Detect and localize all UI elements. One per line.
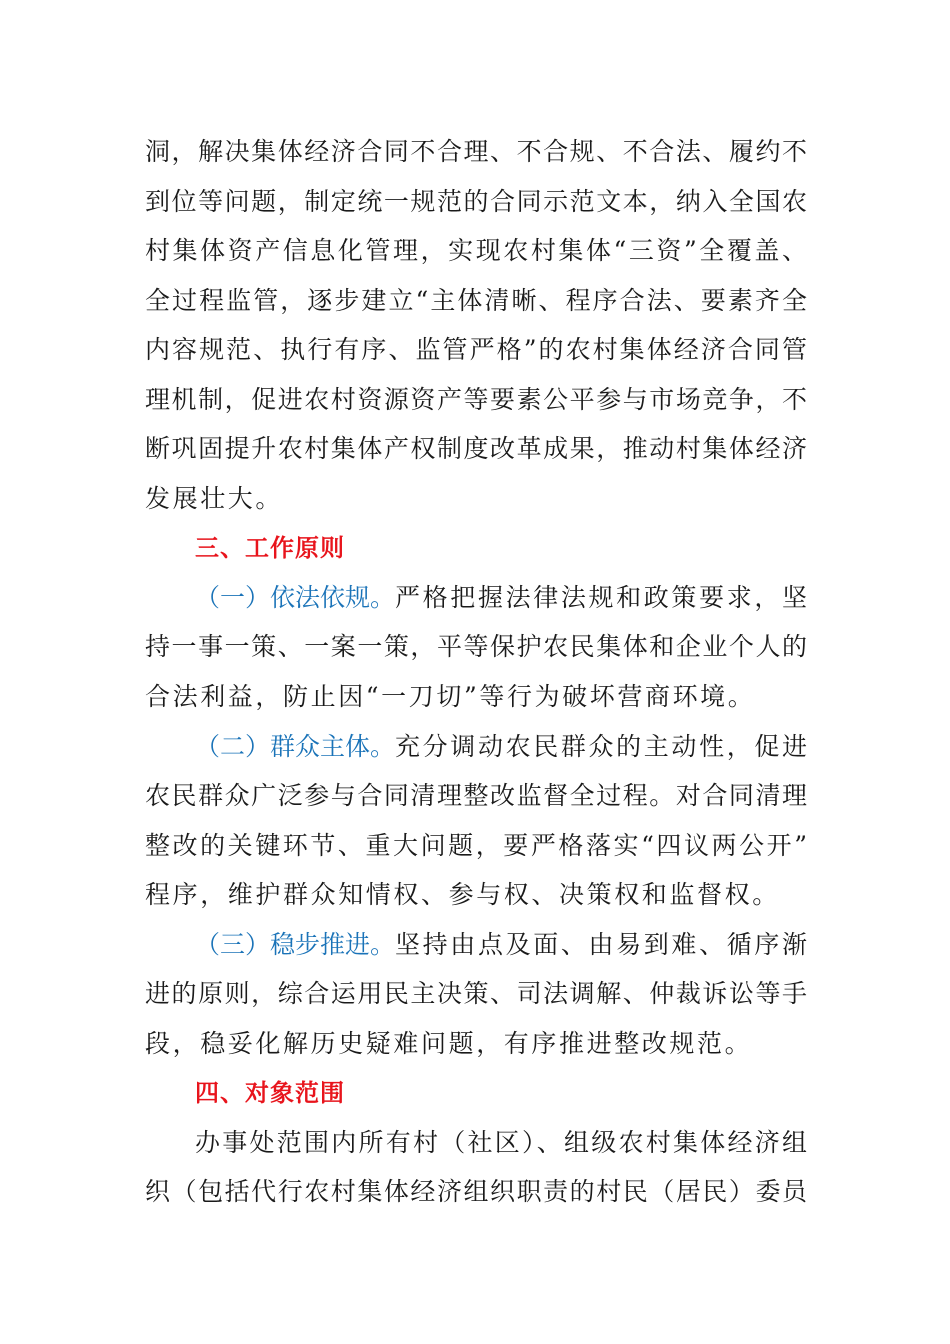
principle-text: 坚持由点及面、由易到难、循序渐: [395, 930, 807, 959]
section-heading: 三、工作原则: [195, 534, 345, 562]
body-line: 程序，维护群众知情权、参与权、决策权和监督权。: [145, 880, 780, 909]
principle-item-first-line: [195, 578, 807, 618]
principle-text: 充分调动农民群众的主动性，促进: [395, 732, 807, 761]
principle-item-first-line: [195, 727, 807, 767]
section-heading: 四、对象范围: [195, 1079, 345, 1107]
body-line: 村集体资产信息化管理，实现农村集体“三资”全覆盖、: [145, 236, 807, 265]
body-line: 织（包括代行农村集体经济组织职责的村民（居民）委员: [145, 1177, 807, 1206]
body-line: 理机制，促进农村资源资产等要素公平参与市场竞争，不: [145, 385, 807, 414]
body-line: 洞，解决集体经济合同不合理、不合规、不合法、履约不: [145, 137, 807, 166]
body-line: 持一事一策、一案一策，平等保护农民集体和企业个人的: [145, 632, 807, 661]
principle-text: 严格把握法律法规和政策要求，坚: [395, 583, 807, 612]
body-line: 整改的关键环节、重大问题，要严格落实“四议两公开”: [145, 831, 807, 860]
principle-title: （二）群众主体。: [195, 732, 396, 761]
body-line: 合法利益，防止因“一刀切”等行为破坏营商环境。: [145, 682, 756, 711]
principle-item-first-line: [195, 925, 807, 965]
body-line: 发展壮大。: [145, 484, 284, 513]
body-line: 进的原则，综合运用民主决策、司法调解、仲裁诉讼等手: [145, 979, 807, 1008]
body-line: 农民群众广泛参与合同清理整改监督全过程。对合同清理: [145, 781, 807, 810]
principle-title: （三）稳步推进。: [195, 930, 396, 959]
body-line: 断巩固提升农村集体产权制度改革成果，推动村集体经济: [145, 434, 807, 463]
body-line: 全过程监管，逐步建立“主体清晰、程序合法、要素齐全: [145, 286, 807, 315]
body-line: 办事处范围内所有村（社区）、组级农村集体经济组: [195, 1128, 807, 1157]
body-line: 内容规范、执行有序、监管严格”的农村集体经济合同管: [145, 335, 807, 364]
body-line: 到位等问题，制定统一规范的合同示范文本，纳入全国农: [145, 187, 807, 216]
principle-title: （一）依法依规。: [195, 583, 396, 612]
body-line: 段，稳妥化解历史疑难问题，有序推进整改规范。: [145, 1029, 753, 1058]
